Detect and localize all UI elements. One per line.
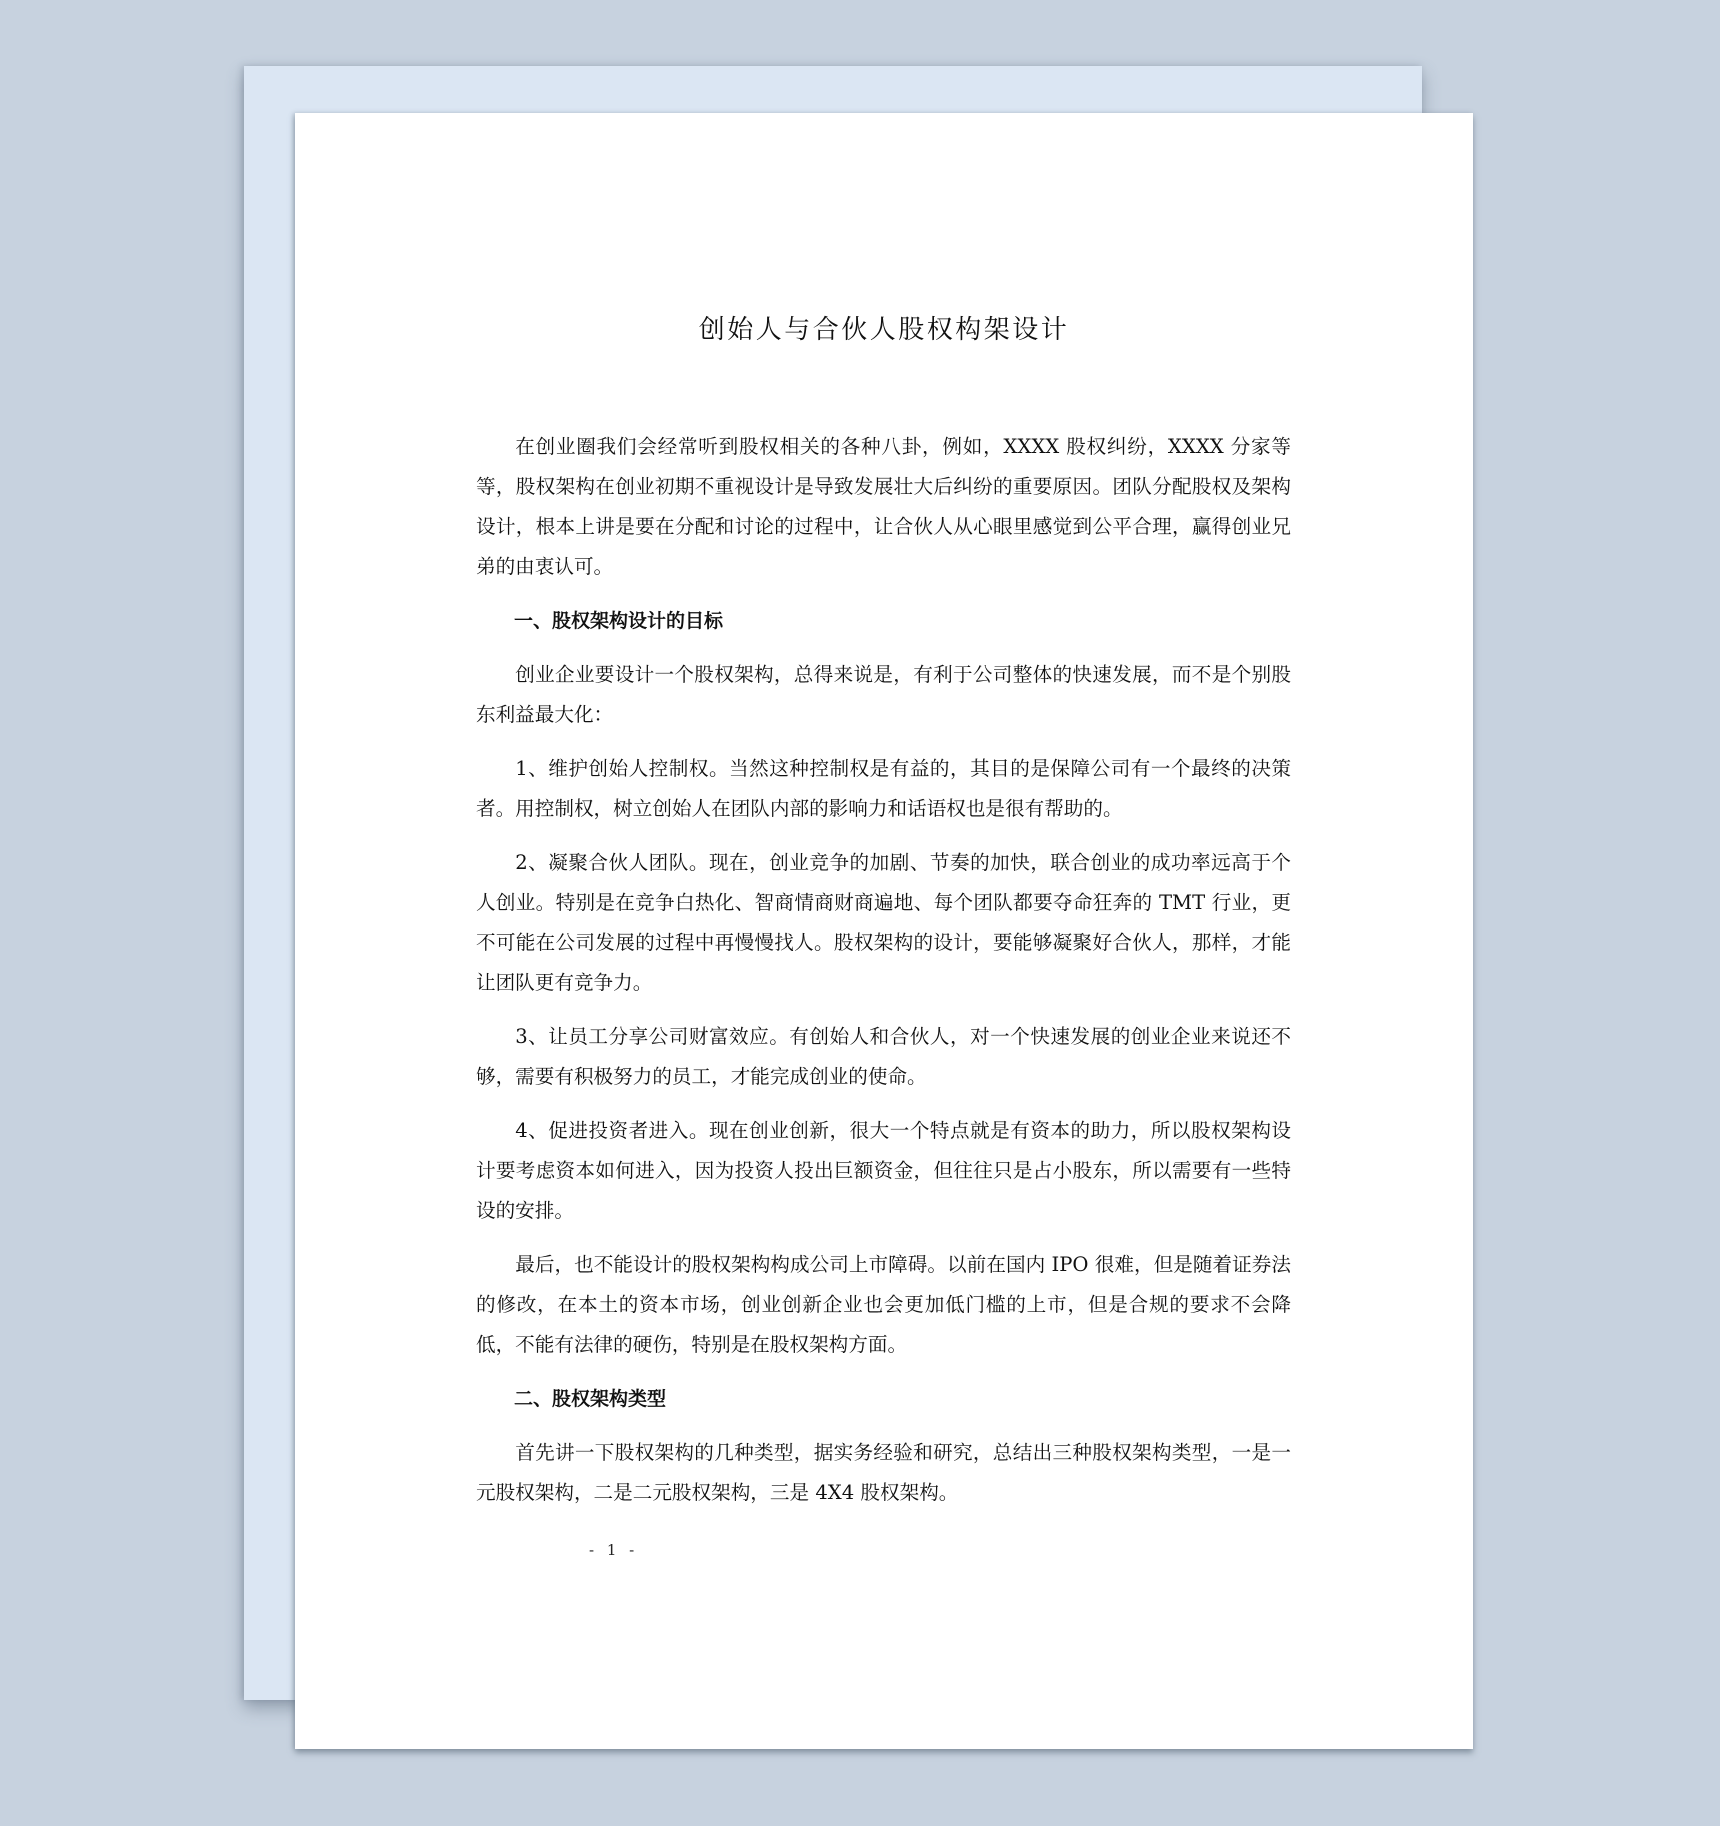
paragraph-goals-intro: 创业企业要设计一个股权架构，总得来说是，有利于公司整体的快速发展，而不是个别股东利益最大化： [476,663,1291,726]
section-heading-types: 二、股权架构类型 [514,1388,667,1410]
paragraph-types-intro: 首先讲一下股权架构的几种类型，据实务经验和研究，总结出三种股权架构类型，一是一元股权架构，二是二元股权架构，三是 4X4 股权架构。 [476,1441,1291,1504]
paragraph-goal-2: 2、凝聚合伙人团队。现在，创业竞争的加剧、节奏的加快，联合创业的成功率远高于个人创业。特别是在竞争白热化、智商情商财商遍地、每个团队都要夺命狂奔的 TMT 行业，更不可能在公司发展的过程中再慢慢找人。股权架构的设计，要能够凝聚好合伙人，那样，才能让团队更有竞争力。 [476,851,1291,994]
paragraph-conclusion: 最后，也不能设计的股权架构构成公司上市障碍。以前在国内 IPO 很难，但是随着证券法的修改，在本土的资本市场，创业创新企业也会更加低门槛的上市，但是合规的要求不会降低，不能有法律的硬伤，特别是在股权架构方面。 [476,1253,1291,1356]
paragraph-goal-4: 4、促进投资者进入。现在创业创新，很大一个特点就是有资本的助力，所以股权架构设计要考虑资本如何进入，因为投资人投出巨额资金，但往往只是占小股东，所以需要有一些特设的安排。 [476,1119,1291,1222]
paragraph-goal-1: 1、维护创始人控制权。当然这种控制权是有益的，其目的是保障公司有一个最终的决策者。用控制权，树立创始人在团队内部的影响力和话语权也是很有帮助的。 [476,757,1291,820]
section-heading-goals: 一、股权架构设计的目标 [514,610,724,632]
paragraph-intro: 在创业圈我们会经常听到股权相关的各种八卦，例如，XXXX 股权纠纷，XXXX 分家等等，股权架构在创业初期不重视设计是导致发展壮大后纠纷的重要原因。团队分配股权及架构设计，根本上讲是要在分配和讨论的过程中，让合伙人从心眼里感觉到公平合理，赢得创业兄弟的由衷认可。 [476,435,1291,578]
document-body [476,427,1291,1527]
document-title: 创始人与合伙人股权构架设计 [698,315,1070,345]
paragraph-goal-3: 3、让员工分享公司财富效应。有创始人和合伙人，对一个快速发展的创业企业来说还不够，需要有积极努力的员工，才能完成创业的使命。 [476,1025,1291,1088]
page-number: - 1 - [589,1541,639,1559]
document-page [295,113,1473,1749]
